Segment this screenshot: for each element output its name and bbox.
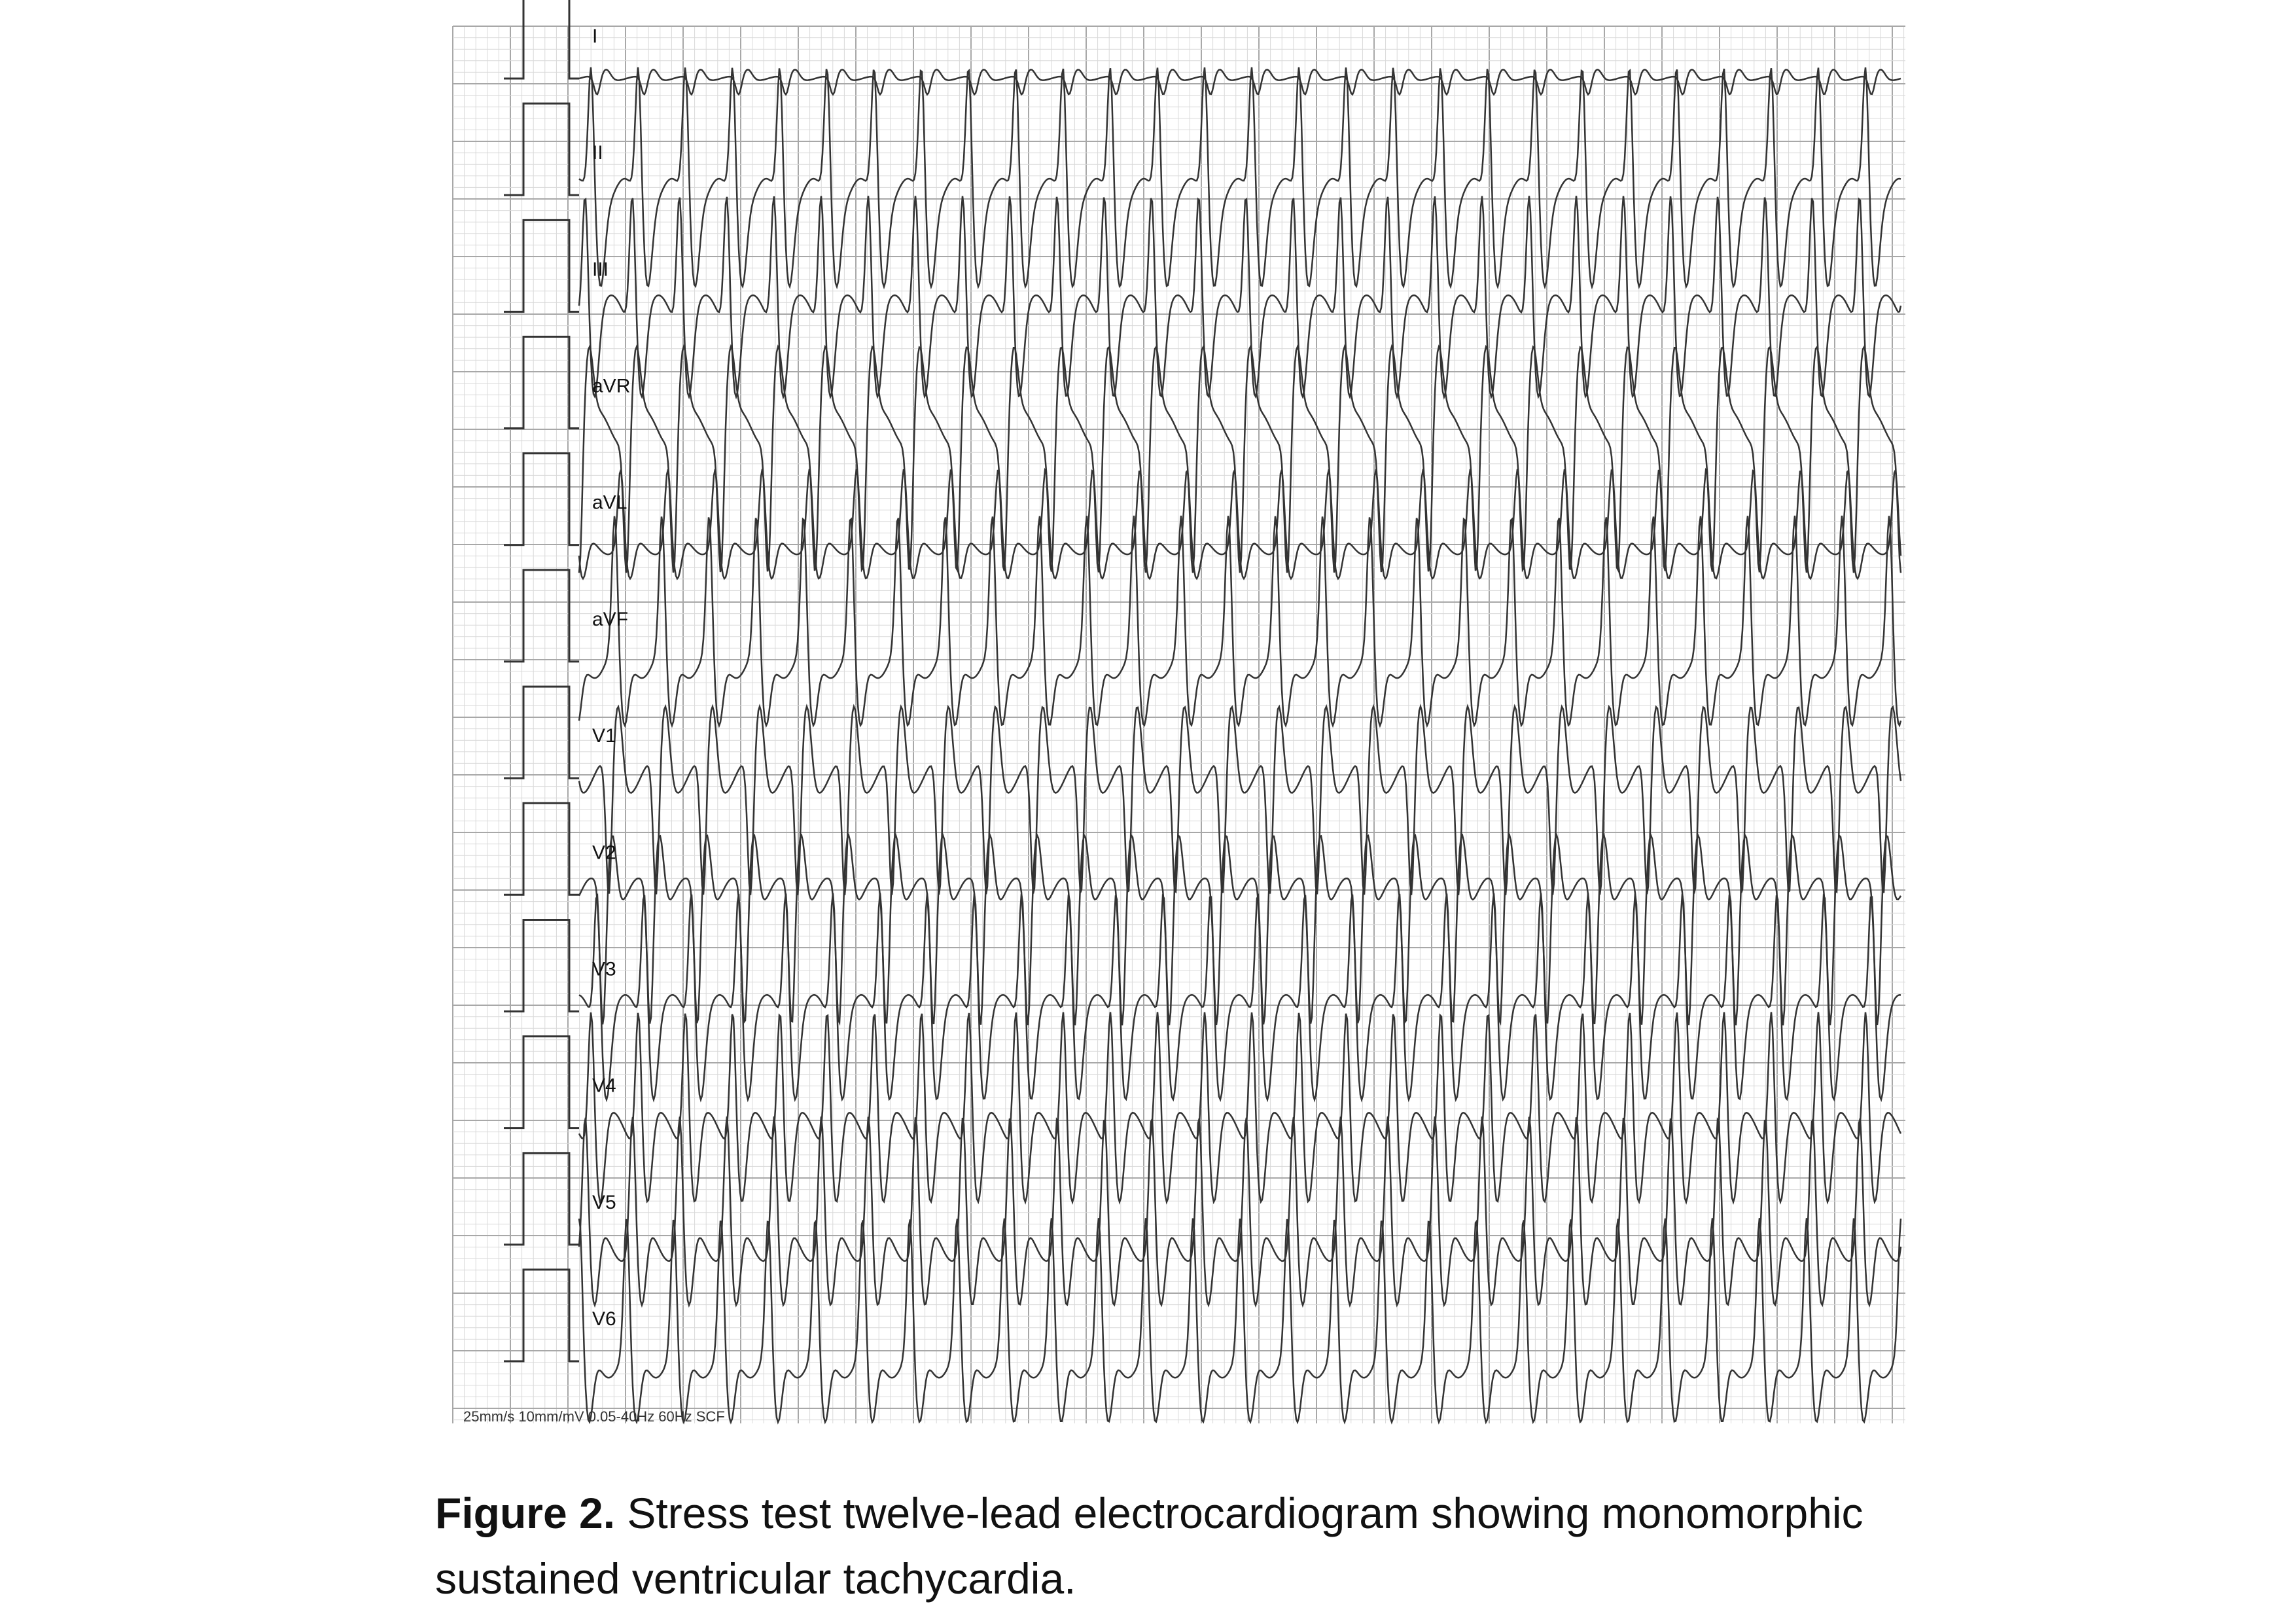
lead-label-v5: V5 bbox=[592, 1191, 616, 1213]
lead-label-v6: V6 bbox=[592, 1308, 616, 1330]
ecg-settings-text: 25mm/s 10mm/mV 0.05-40Hz 60Hz SCF bbox=[463, 1408, 725, 1425]
lead-label-avf: aVF bbox=[592, 608, 629, 630]
lead-label-iii: III bbox=[592, 259, 609, 281]
lead-label-avr: aVR bbox=[592, 375, 631, 397]
lead-label-avl: aVL bbox=[592, 491, 627, 514]
figure-label: Figure 2. bbox=[435, 1489, 616, 1537]
lead-label-ii: II bbox=[592, 142, 603, 164]
lead-label-v1: V1 bbox=[592, 725, 616, 747]
figure-caption bbox=[435, 1480, 1940, 1611]
lead-label-v2: V2 bbox=[592, 842, 616, 864]
figure-caption-text: Stress test twelve-lead electrocardiogram showing monomorphic sustained ventricular tachycardia. bbox=[435, 1489, 1863, 1603]
lead-label-v4: V4 bbox=[592, 1075, 616, 1097]
lead-label-i: I bbox=[592, 26, 598, 47]
lead-label-v3: V3 bbox=[592, 958, 616, 980]
